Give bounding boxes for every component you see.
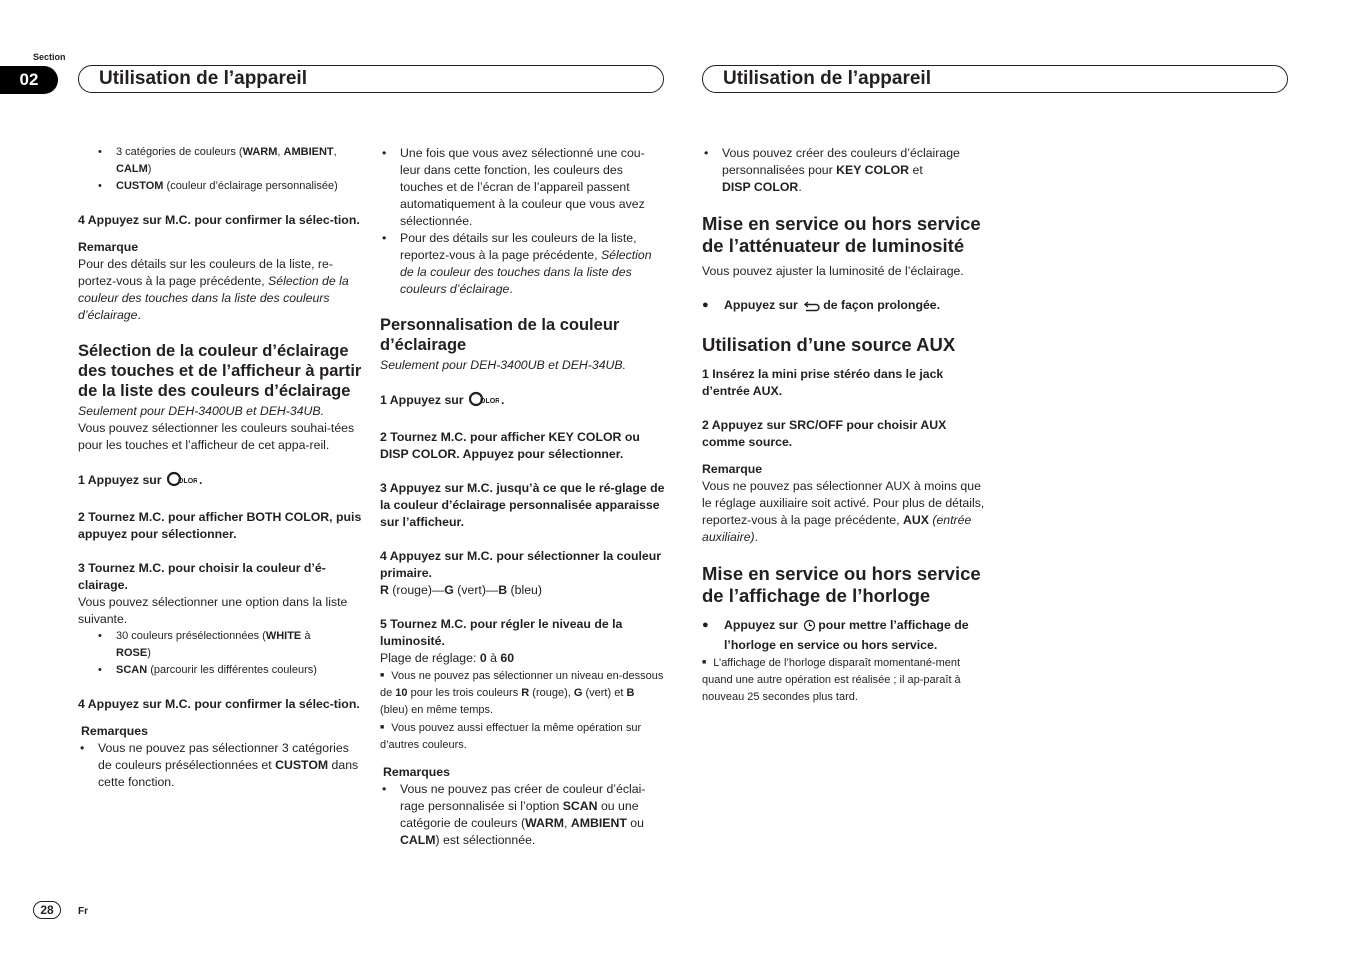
column-3 [702,145,987,706]
note-item: ■ Vous pouvez aussi effectuer la même opération sur d’autres couleurs. [380,719,665,754]
intro-text: Vous pouvez sélectionner les couleurs souhai-tées pour les touches et l’afficheur de cet appa-reil. [78,421,355,452]
section-label: Section [33,52,66,62]
remarque-text: Pour des détails sur les couleurs de la liste, re-portez-vous à la page précédente, Sélection de la couleur des touches dans la liste des couleurs d’éclairage. [78,257,349,322]
note-item: ■ L’affichage de l’horloge disparaît momentané-ment quand une autre opération est réalisée ; il ap-paraît à nouveau 25 secondes plus tard. [702,654,987,706]
column-2 [380,145,665,849]
step-1: 1 Appuyez sur OLOR . [78,471,363,492]
svg-text:OLOR: OLOR [480,398,500,405]
list-item: • CUSTOM (couleur d’éclairage personnalisée) [78,178,363,195]
step-1: 1 Appuyez sur OLOR . [380,391,665,412]
list-item: • Pour des détails sur les couleurs de la liste, reportez-vous à la page précédente, Sélection de la couleur des touches dans la liste des couleurs d’éclairage. [380,230,665,298]
list-item: • Vous ne pouvez pas sélectionner 3 catégories de couleurs présélectionnées et CUSTOM dans cette fonction. [78,740,363,791]
rgb-sequence: R (rouge)—G (vert)—B (bleu) [380,583,542,597]
column-1 [78,144,363,791]
models-note: Seulement pour DEH-3400UB et DEH-34UB. [78,404,325,418]
step-4: 4 Appuyez sur M.C. pour sélectionner la couleur primaire. [380,549,662,580]
section-heading: Mise en service ou hors service de l’affichage de l’horloge [702,563,981,606]
list-item: • Vous pouvez créer des couleurs d’éclairage personnalisées pour KEY COLOR et DISP COLOR. [702,145,987,196]
remarque-title: Remarque [78,240,139,254]
page-number: 28 [33,901,61,919]
step-5: 5 Tournez M.C. pour régler le niveau de la luminosité. [380,617,623,648]
section-heading: Personnalisation de la couleur d’éclairage [380,316,620,354]
step-1: 1 Insérez la mini prise stéréo dans le jack d’entrée AUX. [702,367,944,398]
color-icon [167,471,197,492]
step-3: 3 Appuyez sur M.C. jusqu’à ce que le ré-glage de la couleur d’éclairage personnalisée apparaisse sur l’afficheur. [380,481,665,529]
section-number: 02 [0,66,58,94]
remarques-title: Remarques [81,724,148,738]
color-icon [469,391,499,412]
remarque-text: Vous ne pouvez pas sélectionner AUX à moins que le réglage auxiliaire soit activé. Pour plus de détails, reportez-vous à la page précédente, AUX (entrée auxiliaire). [702,479,985,544]
step-2: 2 Tournez M.C. pour afficher BOTH COLOR, puis appuyez pour sélectionner. [78,510,362,541]
remarque-title: Remarque [702,462,763,476]
step-3: 3 Tournez M.C. pour choisir la couleur d’é-clairage. [78,561,326,592]
range-text: Plage de réglage: 0 à 60 [380,651,515,665]
list-item: • Vous ne pouvez pas créer de couleur d’éclai-rage personnalisée si l’option SCAN ou une catégorie de couleurs (WARM, AMBIENT ou CALM) est sélectionnée. [380,781,665,849]
clock-icon [803,619,816,637]
step-2: 2 Appuyez sur SRC/OFF pour choisir AUX comme source. [702,418,947,449]
list-item: • Une fois que vous avez sélectionné une cou-leur dans cette fonction, les couleurs des touches et de l’écran de l’appareil passent automatiquement à la couleur que vous avez sélectionnée. [380,145,665,230]
step-4: 4 Appuyez sur M.C. pour confirmer la sélec-tion. [78,213,360,227]
header-title-right: Utilisation de l’appareil [702,65,1288,93]
language-label: Fr [78,906,88,917]
back-arrow-icon [803,300,821,317]
section-heading: Utilisation d’une source AUX [702,334,956,355]
list-item: • 3 catégories de couleurs (WARM, AMBIENT, CALM) [78,144,363,178]
note-item: ■ Vous ne pouvez pas sélectionner un niveau en-dessous de 10 pour les trois couleurs R (rouge), G (vert) et B (bleu) en même temps. [380,667,665,719]
dimmer-action: ● Appuyez sur de façon prolongée. [702,297,987,317]
section-heading: Mise en service ou hors service de l’atténuateur de luminosité [702,213,981,256]
dimmer-text: Vous pouvez ajuster la luminosité de l’éclairage. [702,264,964,278]
svg-text:OLOR: OLOR [178,478,198,485]
step-2: 2 Tournez M.C. pour afficher KEY COLOR ou DISP COLOR. Appuyez pour sélectionner. [380,430,640,461]
clock-action: ● Appuyez sur pour mettre l’affichage de l’horloge en service ou hors service. [702,617,987,654]
header-title-left: Utilisation de l’appareil [78,65,664,93]
remarques-title: Remarques [383,765,450,779]
models-note: Seulement pour DEH-3400UB et DEH-34UB. [380,358,627,372]
section-heading: Sélection de la couleur d’éclairage des touches et de l’afficheur à partir de la liste des couleurs d’éclairage [78,342,362,400]
list-item: • 30 couleurs présélectionnées (WHITE à ROSE) [78,628,363,662]
step-4: 4 Appuyez sur M.C. pour confirmer la sélec-tion. [78,697,360,711]
step-3-text: Vous pouvez sélectionner une option dans la liste suivante. [78,595,348,626]
list-item: • SCAN (parcourir les différentes couleurs) [78,662,363,679]
